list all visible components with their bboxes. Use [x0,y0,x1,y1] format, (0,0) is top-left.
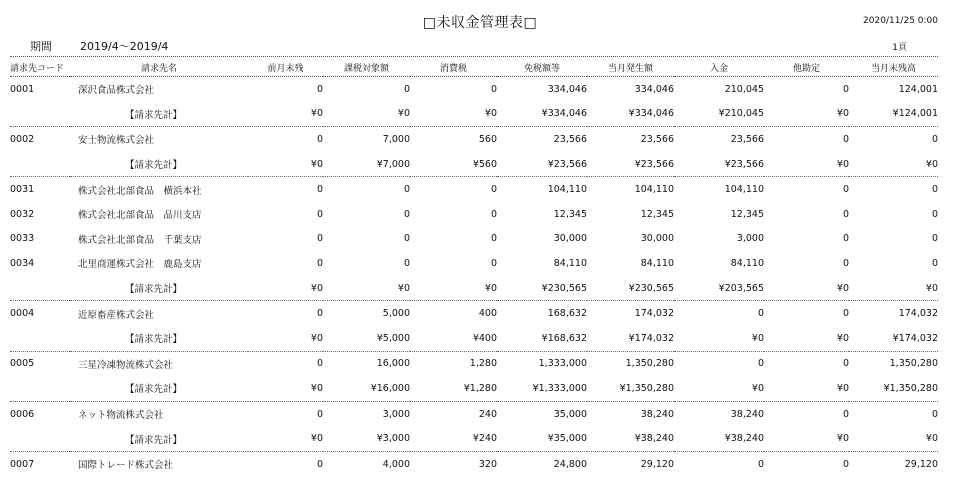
cell-prev-balance: ¥0 [248,326,323,351]
cell-exempt: 23,566 [553,133,587,145]
cell-end-balance: 0 [931,208,938,220]
cell-name: 株式会社北部食品 千葉支店 [78,234,202,246]
table-row [10,351,938,376]
cell-tax: 0 [490,233,497,245]
cell-name: 株式会社北部食品 品川支店 [78,210,202,222]
cell-payment: 38,240 [730,408,764,420]
cell-code: 0006 [10,408,35,420]
cell-tax: 560 [478,133,497,145]
cell-accrued: 29,120 [640,458,674,470]
cell-other: ¥0 [764,426,849,451]
subtotal-row [10,326,938,351]
cell-taxable: ¥16,000 [323,376,410,401]
cell-exempt: 1,333,000 [538,358,587,370]
cell-exempt: 168,632 [547,308,587,320]
cell-tax: ¥1,280 [410,376,497,401]
header-divider [10,56,938,57]
cell-name: 【請求先計】 [70,426,248,451]
cell-name: 近原畜産株式会社 [78,309,155,321]
cell-exempt: 35,000 [553,408,587,420]
cell-payment: 23,566 [730,133,764,145]
col-header-name: 請求先名 [70,59,248,77]
cell-prev-balance: 0 [316,233,323,245]
page-number: 1頁 [892,43,907,53]
col-header-exempt: 免税額等 [497,59,587,77]
receivables-table [10,59,938,477]
cell-taxable: 0 [403,233,410,245]
cell-accrued: 1,350,280 [625,358,674,370]
cell-name: 【請求先計】 [70,152,248,177]
table-row [10,77,938,102]
cell-end-balance: 0 [931,257,938,269]
col-header-end-balance: 当月末残高 [849,59,938,77]
cell-code: 0005 [10,358,35,370]
cell-prev-balance: 0 [316,358,323,370]
cell-prev-balance: 0 [316,208,323,220]
cell-end-balance: 1,350,280 [889,358,938,370]
cell-payment: ¥38,240 [674,426,764,451]
cell-taxable: 0 [403,184,410,196]
subtotal-row [10,426,938,451]
cell-accrued: 38,240 [640,408,674,420]
col-header-accrued: 当月発生額 [587,59,674,77]
cell-prev-balance: 0 [316,184,323,196]
cell-exempt: 12,345 [553,208,587,220]
cell-name: 安士物流株式会社 [78,135,155,147]
cell-name: 株式会社北部食品 横浜本社 [78,185,202,197]
cell-payment: 84,110 [730,257,764,269]
cell-prev-balance: 0 [316,257,323,269]
cell-payment: ¥0 [674,326,764,351]
cell-exempt: ¥23,566 [497,152,587,177]
cell-accrued: 174,032 [634,308,674,320]
cell-tax: 0 [490,184,497,196]
period-row [0,37,960,53]
cell-code: 0032 [10,208,35,220]
subtotal-row [10,102,938,127]
cell-code [10,102,70,127]
cell-tax: ¥0 [410,276,497,301]
cell-tax: 1,280 [469,358,497,370]
col-header-tax: 消費税 [410,59,497,77]
cell-accrued: ¥23,566 [587,152,674,177]
cell-payment: ¥23,566 [674,152,764,177]
cell-end-balance: 174,032 [898,308,938,320]
cell-other: ¥0 [764,376,849,401]
cell-accrued: ¥1,350,280 [587,376,674,401]
cell-tax: ¥0 [410,102,497,127]
cell-code: 0031 [10,184,35,196]
cell-prev-balance: 0 [316,408,323,420]
cell-end-balance: ¥1,350,280 [849,376,938,401]
table-row [10,227,938,252]
cell-tax: ¥400 [410,326,497,351]
cell-code: 0034 [10,257,35,269]
cell-tax: ¥560 [410,152,497,177]
cell-taxable: 16,000 [376,358,410,370]
cell-exempt: 84,110 [553,257,587,269]
cell-name: 北里商運株式会社 鹿島支店 [78,259,202,271]
cell-other: 0 [842,358,849,370]
cell-other: 0 [842,308,849,320]
table-header-row [10,59,938,77]
cell-tax: 0 [490,257,497,269]
cell-other: ¥0 [764,102,849,127]
cell-tax: 240 [478,408,497,420]
cell-taxable: 5,000 [382,308,410,320]
cell-prev-balance: 0 [316,133,323,145]
cell-name: 深沢食品株式会社 [78,85,155,97]
table-body [10,77,938,477]
subtotal-row [10,376,938,401]
table-row [10,177,938,202]
cell-other: 0 [842,257,849,269]
cell-payment: 210,045 [724,83,764,95]
cell-accrued: 104,110 [634,184,674,196]
cell-prev-balance: 0 [316,308,323,320]
cell-tax: 0 [490,83,497,95]
cell-code [10,152,70,177]
table-row [10,127,938,152]
cell-prev-balance: 0 [316,83,323,95]
cell-payment: 0 [757,358,764,370]
cell-payment: 0 [757,458,764,470]
cell-payment: ¥210,045 [674,102,764,127]
cell-taxable: ¥5,000 [323,326,410,351]
table-row [10,451,938,476]
cell-code [10,276,70,301]
cell-exempt: ¥230,565 [497,276,587,301]
col-header-taxable: 課税対象額 [323,59,410,77]
cell-accrued: ¥230,565 [587,276,674,301]
cell-accrued: 23,566 [640,133,674,145]
cell-prev-balance: ¥0 [248,152,323,177]
table-row [10,251,938,276]
subtotal-row [10,152,938,177]
table-row [10,301,938,326]
cell-accrued: 334,046 [634,83,674,95]
cell-code [10,376,70,401]
cell-other: 0 [842,83,849,95]
cell-taxable: 0 [403,83,410,95]
cell-exempt: ¥168,632 [497,326,587,351]
cell-tax: 320 [478,458,497,470]
cell-payment: 0 [757,308,764,320]
cell-exempt: 104,110 [547,184,587,196]
cell-code: 0002 [10,133,35,145]
cell-end-balance: 0 [931,408,938,420]
cell-end-balance: 0 [931,233,938,245]
cell-code: 0001 [10,83,35,95]
cell-name: 【請求先計】 [70,276,248,301]
cell-prev-balance: 0 [316,458,323,470]
cell-taxable: ¥0 [323,276,410,301]
period-label: 期間 [30,40,52,53]
cell-prev-balance: ¥0 [248,426,323,451]
cell-other: 0 [842,184,849,196]
cell-exempt: 24,800 [553,458,587,470]
subtotal-row [10,276,938,301]
cell-tax: 0 [490,208,497,220]
cell-end-balance: ¥124,001 [849,102,938,127]
print-datetime: 2020/11/25 0:00 [863,16,938,26]
cell-code: 0007 [10,458,35,470]
report-title: □未収金管理表□ [422,15,538,31]
cell-other: 0 [842,133,849,145]
col-header-prev-balance: 前月末残 [248,59,323,77]
cell-other: 0 [842,458,849,470]
cell-accrued: ¥334,046 [587,102,674,127]
cell-prev-balance: ¥0 [248,102,323,127]
cell-code: 0033 [10,233,35,245]
table-row [10,202,938,227]
cell-end-balance: 0 [931,184,938,196]
cell-payment: ¥203,565 [674,276,764,301]
cell-end-balance: 29,120 [904,458,938,470]
cell-accrued: 12,345 [640,208,674,220]
cell-exempt: 334,046 [547,83,587,95]
cell-taxable: 3,000 [382,408,410,420]
cell-prev-balance: ¥0 [248,276,323,301]
cell-end-balance: 0 [931,133,938,145]
cell-name: 国際トレード株式会社 [78,460,174,472]
cell-other: ¥0 [764,326,849,351]
cell-payment: ¥0 [674,376,764,401]
cell-other: 0 [842,233,849,245]
cell-end-balance: ¥174,032 [849,326,938,351]
cell-accrued: 30,000 [640,233,674,245]
cell-other: ¥0 [764,276,849,301]
cell-code [10,326,70,351]
col-header-code: 請求先コード [10,59,70,77]
cell-code [10,426,70,451]
cell-tax: 400 [478,308,497,320]
period-value: 2019/4～2019/4 [80,40,169,53]
cell-other: 0 [842,208,849,220]
cell-payment: 12,345 [730,208,764,220]
cell-taxable: ¥3,000 [323,426,410,451]
cell-end-balance: ¥0 [849,152,938,177]
col-header-payment: 入金 [674,59,764,77]
cell-end-balance: ¥0 [849,276,938,301]
cell-payment: 3,000 [736,233,764,245]
cell-other: 0 [842,408,849,420]
cell-end-balance: 124,001 [898,83,938,95]
cell-taxable: 7,000 [382,133,410,145]
cell-exempt: 30,000 [553,233,587,245]
cell-prev-balance: ¥0 [248,376,323,401]
cell-exempt: ¥334,046 [497,102,587,127]
cell-exempt: ¥1,333,000 [497,376,587,401]
cell-tax: ¥240 [410,426,497,451]
cell-accrued: ¥174,032 [587,326,674,351]
cell-taxable: ¥0 [323,102,410,127]
cell-name: 【請求先計】 [70,376,248,401]
cell-other: ¥0 [764,152,849,177]
cell-name: 【請求先計】 [70,102,248,127]
cell-taxable: 0 [403,257,410,269]
cell-payment: 104,110 [724,184,764,196]
table-row [10,401,938,426]
cell-taxable: 4,000 [382,458,410,470]
cell-end-balance: ¥0 [849,426,938,451]
col-header-other: 他勘定 [764,59,849,77]
cell-accrued: 84,110 [640,257,674,269]
cell-name: 三星冷凍物流株式会社 [78,359,174,371]
cell-code: 0004 [10,308,35,320]
cell-taxable: ¥7,000 [323,152,410,177]
cell-accrued: ¥38,240 [587,426,674,451]
cell-name: ネット物流株式会社 [78,410,164,422]
cell-taxable: 0 [403,208,410,220]
cell-name: 【請求先計】 [70,326,248,351]
cell-exempt: ¥35,000 [497,426,587,451]
